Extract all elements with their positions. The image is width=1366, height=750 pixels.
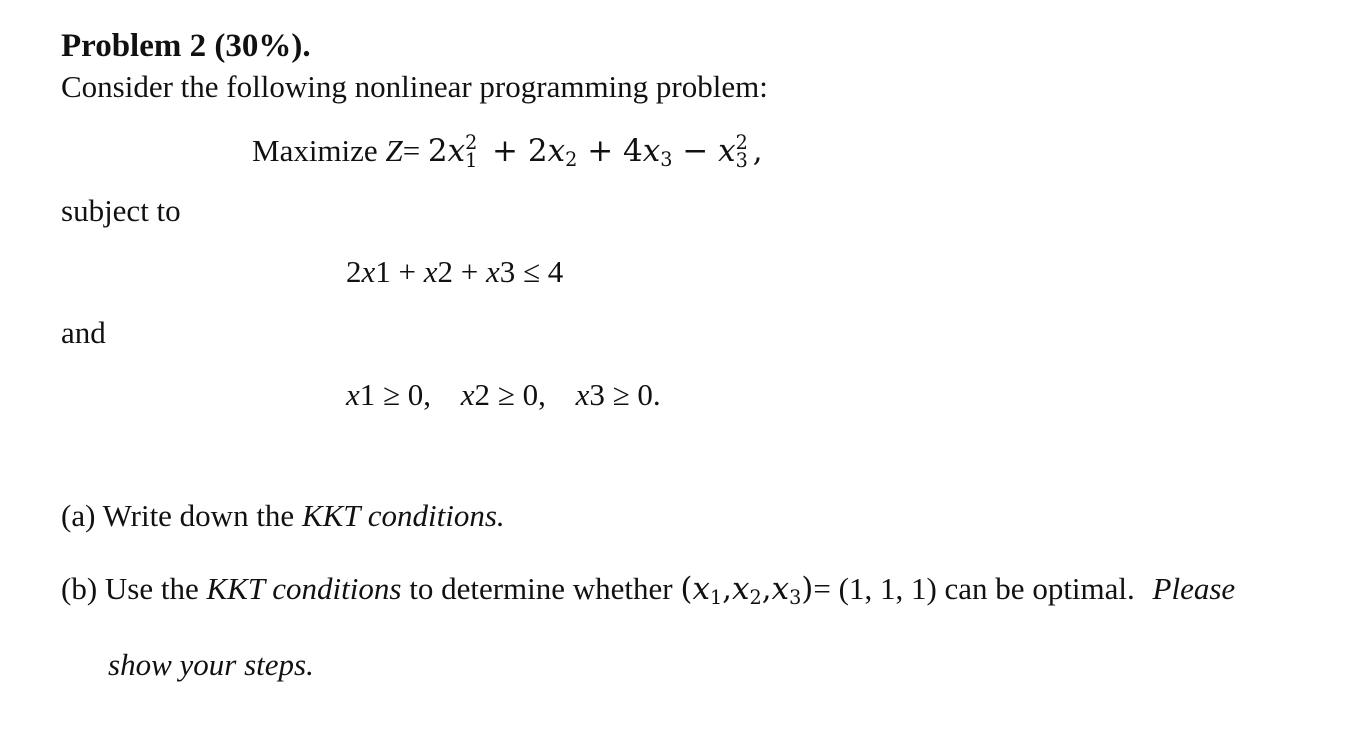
var-x2: x	[423, 254, 438, 289]
problem-title: Problem 2 (30%).	[61, 28, 311, 64]
comma: ,	[722, 571, 733, 607]
plus-sign: +	[398, 254, 416, 289]
subscript: 3	[735, 148, 748, 172]
geq-sign: ≥	[497, 377, 515, 412]
zero-value: 0.	[637, 377, 661, 412]
objective-function	[252, 130, 763, 180]
plus-sign: +	[587, 133, 614, 169]
coefficient: 2	[427, 133, 448, 169]
zero-value: 0,	[522, 377, 546, 412]
part-b	[61, 569, 1235, 618]
maximize-label: Maximize	[252, 133, 378, 168]
part-b-label: (b)	[61, 571, 98, 606]
and-label: and	[61, 315, 106, 350]
point-vector	[680, 571, 813, 607]
subscript: 2	[749, 585, 762, 609]
plus-sign: +	[492, 133, 519, 169]
problem-intro: Consider the following nonlinear programming problem:	[61, 69, 768, 104]
var-index: 2	[474, 377, 491, 412]
subscript: 1	[465, 148, 478, 172]
var-x3: x	[486, 254, 500, 289]
part-a	[61, 496, 505, 536]
term-x3-squared: x	[718, 133, 736, 169]
constraint-inequality	[346, 252, 563, 292]
part-b-italic: Please	[1152, 571, 1236, 606]
var-index: 3	[499, 254, 516, 289]
part-b-text: to determine whether	[409, 571, 673, 606]
vector-x2: x	[732, 571, 750, 607]
leq-sign: ≤	[523, 254, 541, 289]
exponent: 2	[465, 131, 478, 155]
var-x1: x	[361, 254, 376, 289]
geq-sign: ≥	[612, 377, 630, 412]
comma: ,	[761, 571, 772, 607]
subscript: 3	[789, 585, 802, 609]
var-x3: x	[575, 377, 590, 412]
objective-variable: Z	[385, 133, 403, 168]
plus-sign: +	[460, 254, 479, 289]
vector-x3: x	[771, 571, 790, 607]
minus-sign: −	[682, 133, 709, 169]
zero-value: 0,	[407, 377, 432, 412]
paren-open: (	[680, 571, 693, 607]
subject-to-label: subject to	[61, 193, 181, 228]
comma: ,	[752, 133, 763, 169]
geq-sign: ≥	[383, 377, 401, 412]
term-x1: x	[447, 133, 466, 169]
term-x3: x	[642, 133, 661, 169]
part-b-text: = (1, 1, 1) can be optimal.	[813, 571, 1135, 606]
var-index: 1	[359, 377, 376, 412]
part-a-label: (a)	[61, 498, 96, 533]
coefficient: 2	[346, 254, 362, 289]
part-a-text: Write down the	[102, 498, 295, 533]
part-b-italic: KKT conditions	[206, 571, 402, 606]
constraint-rhs: 4	[547, 254, 564, 289]
subscript: 2	[565, 147, 578, 171]
equals-sign: =	[402, 133, 421, 168]
var-index: 1	[375, 254, 391, 289]
nonnegativity-constraints	[346, 375, 661, 415]
term-x2: x	[547, 133, 566, 169]
subscript: 3	[660, 147, 673, 171]
exponent: 2	[735, 131, 748, 155]
var-x2: x	[460, 377, 475, 412]
coefficient: 4	[623, 133, 643, 169]
coefficient: 2	[527, 133, 548, 169]
vector-x1: x	[692, 571, 710, 607]
subscript: 1	[709, 585, 723, 609]
var-index: 3	[589, 377, 605, 412]
part-b-text: Use the	[104, 571, 199, 606]
var-index: 2	[437, 254, 454, 289]
part-b-continuation: show your steps.	[108, 647, 314, 682]
var-x1: x	[346, 377, 360, 412]
part-a-italic: KKT conditions.	[301, 498, 505, 533]
paren-close: )	[801, 571, 814, 607]
